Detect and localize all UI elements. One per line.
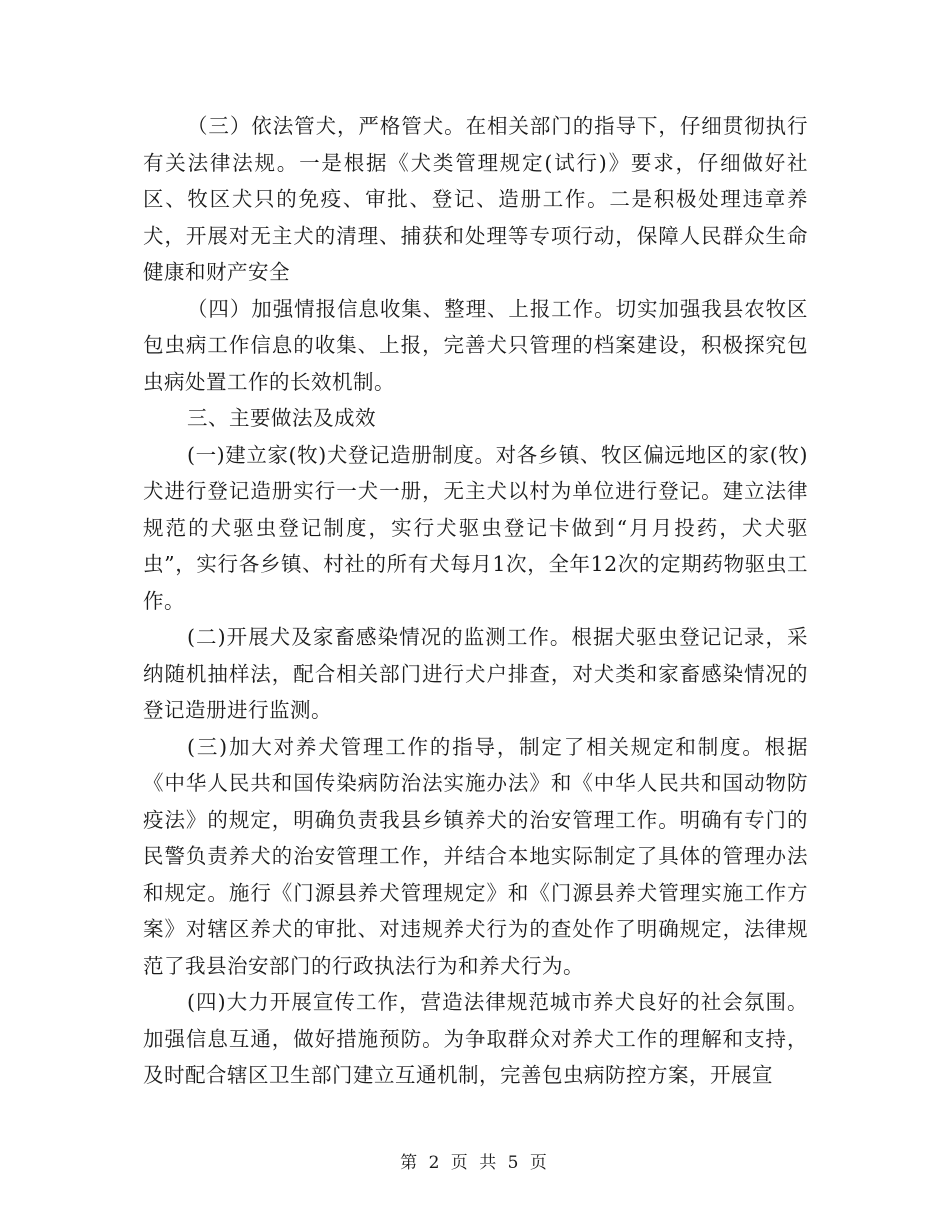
paragraph-management-guidance: (三)加大对养犬管理工作的指导，制定了相关规定和制度。根据《中华人民共和国传染病防治法实施办法》和《中华人民共和国动物防疫法》的规定，明确负责我县乡镇养犬的治安管理工作。明确有专门的民警负责养犬的治安管理工作，并结合本地实际制定了具体的管理办法和规定。施行《门源县养犬管理规定》和《门源县养犬管理实施工作方案》对辖区养犬的审批、对违规养犬行为的查处作了明确规定，法律规范了我县治安部门的行政执法行为和养犬行为。 (143, 734, 808, 978)
paragraph-publicity-work: (四)大力开展宣传工作，营造法律规范城市养犬良好的社会氛围。加强信息互通，做好措施预防。为争取群众对养犬工作的理解和支持，及时配合辖区卫生部门建立互通机制，完善包虫病防控方案，开展宣 (143, 990, 808, 1087)
paragraph-section-3-4: （三）依法管犬，严格管犬。在相关部门的指导下，仔细贯彻执行有关法律法规。一是根据《犬类管理规定(试行)》要求，仔细做好社区、牧区犬只的免疫、审批、登记、造册工作。二是积极处理违章养犬，开展对无主犬的清理、捕获和处理等专项行动，保障人民群众生命健康和财产安全 (143, 114, 808, 284)
paragraph-registration-system: (一)建立家(牧)犬登记造册制度。对各乡镇、牧区偏远地区的家(牧)犬进行登记造册实行一犬一册，无主犬以村为单位进行登记。建立法律规范的犬驱虫登记制度，实行犬驱虫登记卡做到“月月投药，犬犬驱虫”，实行各乡镇、村社的所有犬每月1次，全年12次的定期药物驱虫工作。 (143, 442, 808, 613)
paragraph-infection-monitoring: (二)开展犬及家畜感染情况的监测工作。根据犬驱虫登记记录，采纳随机抽样法，配合相关部门进行犬户排查，对犬类和家畜感染情况的登记造册进行监测。 (143, 625, 808, 722)
paragraph-section-3-4b: （四）加强情报信息收集、整理、上报工作。切实加强我县农牧区包虫病工作信息的收集、上报，完善犬只管理的档案建设，积极探究包虫病处置工作的长效机制。 (143, 296, 808, 394)
document-body (143, 108, 808, 1094)
section-heading-main-practices: 三、主要做法及成效 (187, 406, 376, 430)
page-footer: 第 2 页 共 5 页 (400, 1153, 550, 1173)
